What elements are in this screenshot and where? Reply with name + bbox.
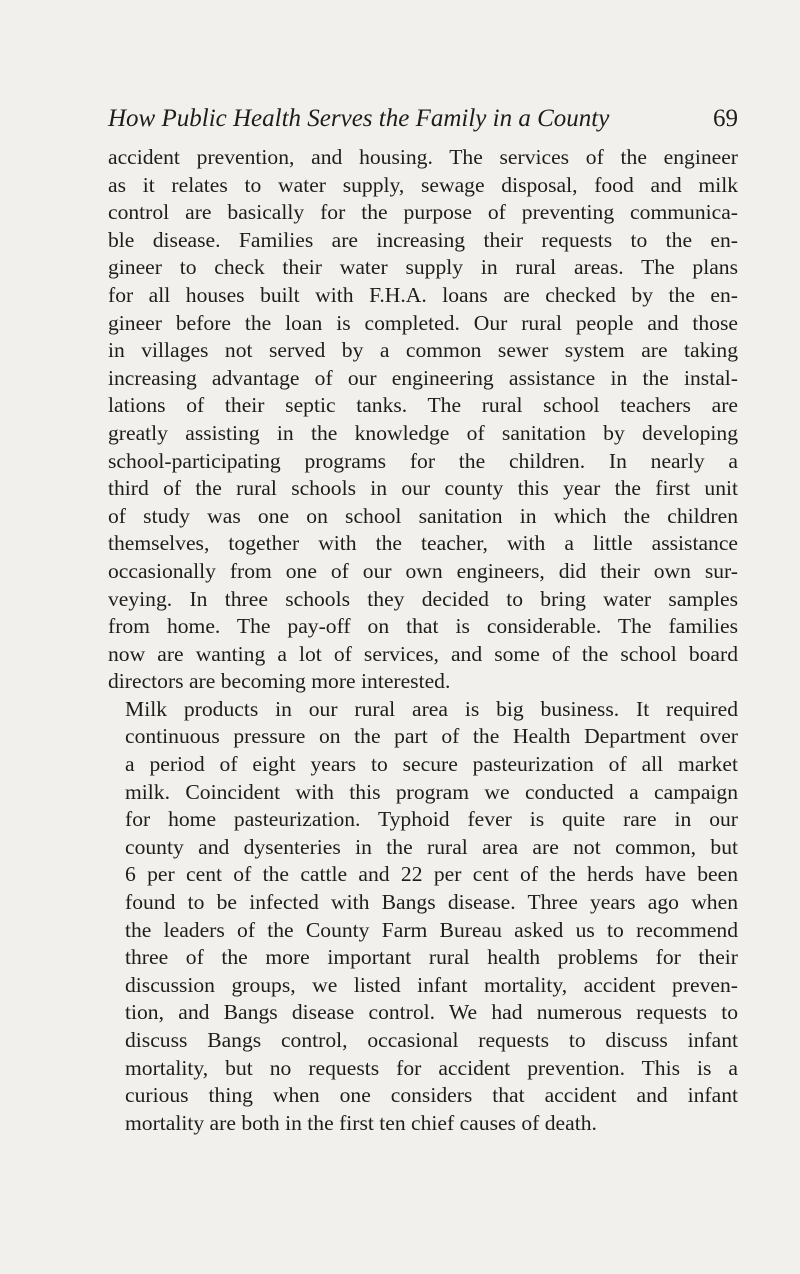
running-head: [108, 104, 738, 134]
text-line: the leaders of the County Farm Bureau asked us to recommend: [125, 917, 738, 942]
text-line: curious thing when one considers that accident and infant: [125, 1083, 738, 1108]
text-line: increasing advantage of our engineering assistance in the instal-: [108, 365, 738, 390]
paragraph-2: [108, 696, 738, 1138]
text-line: for home pasteurization. Typhoid fever is quite rare in our: [125, 807, 738, 832]
text-line: accident prevention, and housing. The services of the engineer: [108, 145, 738, 169]
text-line: for all houses built with F.H.A. loans are checked by the en-: [108, 282, 738, 307]
text-line: continuous pressure on the part of the Health Department over: [125, 724, 738, 749]
text-line: found to be infected with Bangs disease. Three years ago when: [125, 890, 738, 915]
text-line: mortality, but no requests for accident prevention. This is a: [125, 1055, 738, 1080]
text-line: control are basically for the purpose of preventing communica-: [108, 200, 738, 225]
text-line: 6 per cent of the cattle and 22 per cent of the herds have been: [125, 862, 738, 887]
text-line: tion, and Bangs disease control. We had numerous requests to: [125, 1000, 738, 1025]
text-line: in villages not served by a common sewer system are taking: [108, 338, 738, 363]
text-line: mortality are both in the first ten chief causes of death.: [125, 1110, 597, 1135]
book-page: [108, 104, 738, 1137]
page-number: 69: [713, 105, 738, 132]
body-text: [108, 144, 738, 1137]
text-line: veying. In three schools they decided to bring water samples: [108, 586, 738, 611]
running-title: How Public Health Serves the Family in a County: [108, 105, 610, 132]
text-line: discuss Bangs control, occasional requests to discuss infant: [125, 1028, 738, 1052]
text-line: ble disease. Families are increasing their requests to the en-: [108, 227, 738, 252]
text-line: occasionally from one of our own engineers, did their own sur-: [108, 558, 738, 583]
text-line: of study was one on school sanitation in which the children: [108, 503, 738, 528]
text-line: lations of their septic tanks. The rural school teachers are: [108, 393, 738, 418]
paragraph-1: [108, 144, 738, 696]
text-line: gineer to check their water supply in rural areas. The plans: [108, 255, 738, 280]
text-line: as it relates to water supply, sewage disposal, food and milk: [108, 172, 738, 197]
text-line: directors are becoming more interested.: [108, 669, 451, 694]
text-line: discussion groups, we listed infant mortality, accident preven-: [125, 972, 738, 997]
text-line: milk. Coincident with this program we conducted a campaign: [125, 779, 738, 804]
text-line: from home. The pay-off on that is considerable. The families: [108, 614, 738, 639]
text-line: third of the rural schools in our county this year the first unit: [108, 476, 738, 501]
text-line: a period of eight years to secure pasteurization of all market: [125, 752, 738, 777]
text-line: themselves, together with the teacher, with a little assistance: [108, 531, 738, 556]
text-line: gineer before the loan is completed. Our rural people and those: [108, 310, 738, 335]
text-line: now are wanting a lot of services, and some of the school board: [108, 641, 738, 666]
text-line: county and dysenteries in the rural area are not common, but: [125, 834, 738, 859]
text-line: school-participating programs for the children. In nearly a: [108, 448, 738, 473]
text-line: three of the more important rural health problems for their: [125, 945, 738, 970]
text-line: greatly assisting in the knowledge of sanitation by developing: [108, 420, 738, 445]
text-line: Milk products in our rural area is big business. It required: [125, 696, 738, 721]
